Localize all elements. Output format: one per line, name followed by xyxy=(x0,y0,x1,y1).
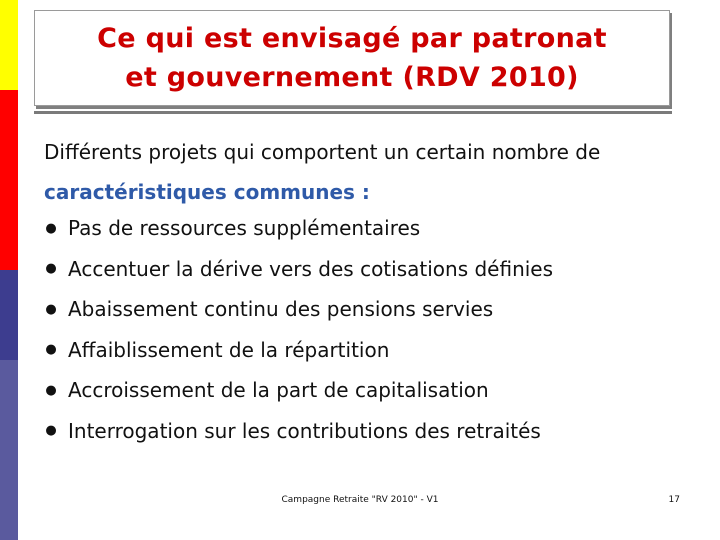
bullet-text: Accroissement de la part de capitalisation xyxy=(68,378,489,403)
slide-title-line-1: Ce qui est envisagé par patronat xyxy=(97,23,607,54)
intro-text: Différents projets qui comportent un certain nombre de xyxy=(44,140,601,164)
intro-highlight: caractéristiques communes : xyxy=(44,180,370,204)
bullet-item xyxy=(34,370,694,411)
bullet-dot-icon: ● xyxy=(45,261,57,277)
sidebar-block-yellow xyxy=(0,0,18,90)
bullet-dot-icon: ● xyxy=(45,382,57,398)
title-underline xyxy=(34,111,672,114)
bullet-text: Abaissement continu des pensions servies xyxy=(68,297,494,322)
bullet-dot-icon: ● xyxy=(45,342,57,358)
sidebar-block-red-1 xyxy=(0,90,18,180)
bullet-item xyxy=(34,208,694,249)
bullet-item xyxy=(34,330,694,371)
slide-footer: Campagne Retraite "RV 2010" - V1 xyxy=(281,495,439,505)
sidebar-block-navy xyxy=(0,270,18,360)
sidebar-block-red-2 xyxy=(0,180,18,270)
sidebar-block-slate-1 xyxy=(0,360,18,450)
page-number: 17 xyxy=(668,495,680,505)
sidebar-block-slate-2 xyxy=(0,450,18,540)
bullet-item xyxy=(34,411,694,452)
slide-title-box xyxy=(34,10,670,106)
bullet-text: Interrogation sur les contributions des retraités xyxy=(68,418,541,443)
sidebar-color-strip xyxy=(0,0,18,540)
bullet-dot-icon: ● xyxy=(45,423,57,439)
bullet-text: Pas de ressources supplémentaires xyxy=(68,216,421,241)
bullet-list xyxy=(34,208,694,451)
bullet-dot-icon: ● xyxy=(45,301,57,317)
slide-title-line-2: et gouvernement (RDV 2010) xyxy=(125,62,579,93)
intro-paragraph xyxy=(44,132,684,212)
bullet-item xyxy=(34,249,694,290)
bullet-dot-icon: ● xyxy=(45,220,57,236)
bullet-item xyxy=(34,289,694,330)
bullet-text: Affaiblissement de la répartition xyxy=(68,337,390,362)
bullet-text: Accentuer la dérive vers des cotisations définies xyxy=(68,256,554,281)
